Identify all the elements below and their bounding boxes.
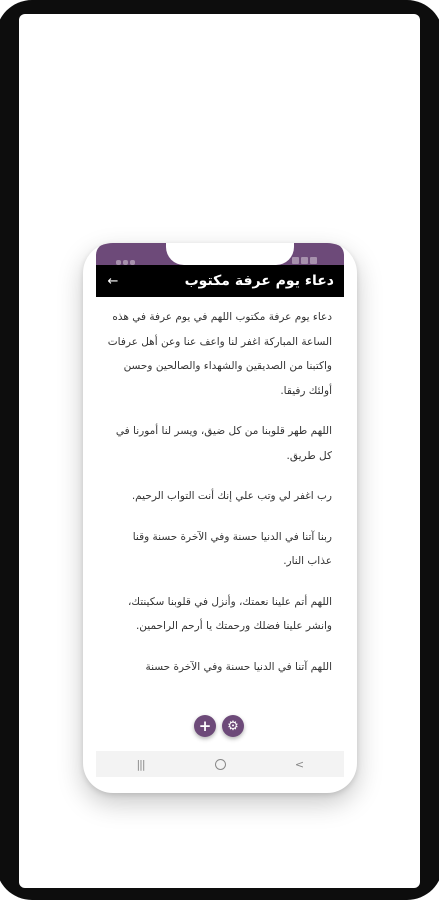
dua-paragraph-1: دعاء يوم عرفة مكتوب اللهم في يوم عرفة في هذه الساعة المباركة اغفر لنا واعف عنا وعن أهل عرفات واكتبنا من الصديقين والشهداء والصالحين وحسن أولئك رفيقا. (107, 311, 332, 397)
gear-icon: ⚙ (227, 718, 239, 734)
plus-icon: + (198, 717, 212, 735)
dua-paragraph-4: ربنا آتنا في الدنيا حسنة وفي الآخرة حسنة وقنا عذاب النار. (132, 530, 332, 567)
add-fab-button[interactable] (194, 715, 216, 737)
recents-button[interactable]: ||| (136, 757, 145, 771)
dua-paragraph-5: اللهم أتم علينا نعمتك، وأنزل في قلوبنا سكينتك، وانشر علينا فضلك ورحمتك يا أرحم الراحمين. (127, 595, 332, 632)
app-bar (96, 265, 344, 297)
back-arrow-icon[interactable]: ← (107, 273, 119, 289)
status-bar (96, 243, 344, 265)
home-button[interactable] (215, 759, 226, 770)
app-title: دعاء يوم عرفة مكتوب (184, 273, 334, 289)
status-left-icons (116, 250, 146, 256)
status-right-icons (290, 249, 330, 257)
content-scroll-area[interactable] (96, 297, 344, 753)
nav-back-button[interactable]: < (294, 757, 305, 771)
phone-mockup (83, 243, 357, 793)
dua-paragraph-6: اللهم آتنا في الدنيا حسنة وفي الآخرة حسنة (145, 660, 332, 673)
dua-paragraph-3: رب اغفر لي وتب علي إنك أنت التواب الرحيم. (131, 490, 332, 502)
dua-paragraph-2: اللهم طهر قلوبنا من كل ضيق، ويسر لنا أمورنا في كل طريق. (115, 425, 332, 462)
dua-text (96, 297, 344, 679)
notch (166, 243, 294, 265)
system-nav-bar (96, 751, 344, 777)
settings-fab-button[interactable] (222, 715, 244, 737)
